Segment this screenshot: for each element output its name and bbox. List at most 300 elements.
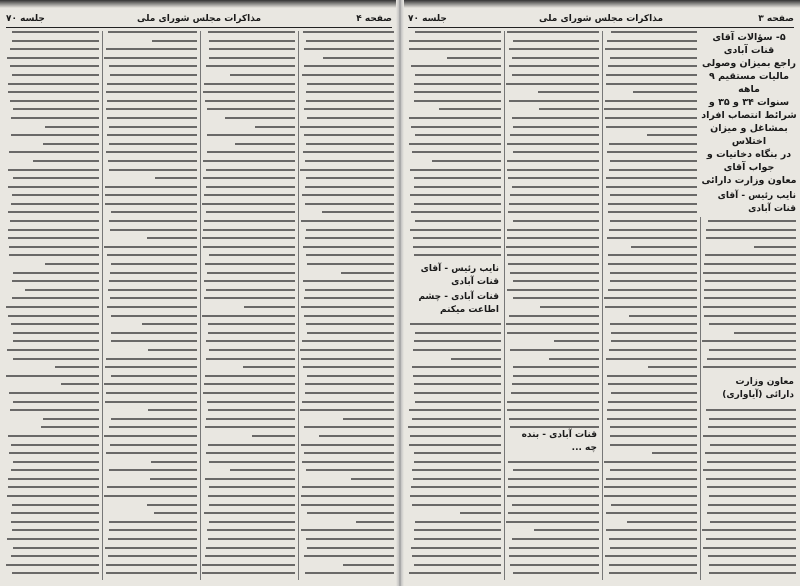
text-line xyxy=(206,547,295,549)
text-line xyxy=(230,469,295,471)
text-line xyxy=(506,246,599,248)
text-line xyxy=(209,349,295,351)
text-line xyxy=(207,151,295,153)
text-line xyxy=(9,392,99,394)
text-line xyxy=(607,409,697,411)
text-line xyxy=(6,375,99,377)
text-line xyxy=(104,435,197,437)
text-line xyxy=(412,418,501,420)
text-line xyxy=(12,40,99,42)
text-line xyxy=(507,237,599,239)
text-line xyxy=(754,246,796,248)
text-line xyxy=(508,478,599,480)
text-line xyxy=(513,366,599,368)
text-line xyxy=(301,495,394,497)
page-title: مذاکرات مجلس شورای ملی xyxy=(538,14,664,24)
text-line xyxy=(106,392,197,394)
text-line xyxy=(111,315,197,317)
text-line xyxy=(303,246,394,248)
text-line xyxy=(208,538,295,540)
text-line xyxy=(204,280,295,282)
text-line xyxy=(202,315,295,317)
text-line xyxy=(415,401,501,403)
text-line xyxy=(108,538,197,540)
text-line xyxy=(10,409,99,411)
text-line xyxy=(305,289,394,291)
text-line xyxy=(606,186,697,188)
text-line xyxy=(8,91,99,93)
text-line xyxy=(413,237,501,239)
text-line xyxy=(109,169,197,171)
text-line xyxy=(209,40,295,42)
page-number: صفحه ۳ xyxy=(758,14,794,24)
text-column xyxy=(6,31,99,580)
text-line xyxy=(611,340,697,342)
text-line xyxy=(11,521,99,523)
text-line xyxy=(304,134,394,136)
text-line xyxy=(411,211,501,213)
text-line xyxy=(604,495,697,497)
text-line xyxy=(107,100,197,102)
text-line xyxy=(303,151,394,153)
text-line xyxy=(204,383,295,385)
text-line xyxy=(610,547,697,549)
text-line xyxy=(306,143,394,145)
text-line xyxy=(439,108,501,110)
text-line xyxy=(302,461,394,463)
text-line xyxy=(255,126,295,128)
text-line xyxy=(705,452,796,454)
section-heading-stack xyxy=(702,375,796,403)
right-page xyxy=(402,0,800,586)
text-line xyxy=(411,547,501,549)
text-line xyxy=(708,504,796,506)
text-line xyxy=(6,306,99,308)
text-line xyxy=(7,538,99,540)
text-line xyxy=(106,358,197,360)
text-line xyxy=(306,469,394,471)
text-line xyxy=(706,409,797,411)
text-line xyxy=(509,48,599,50)
column-divider xyxy=(298,31,299,580)
text-line xyxy=(12,74,99,76)
text-line xyxy=(702,340,796,342)
text-line xyxy=(203,177,295,179)
text-line xyxy=(209,486,295,488)
text-line xyxy=(12,572,99,574)
text-line xyxy=(606,358,697,360)
text-line xyxy=(307,547,394,549)
text-line xyxy=(414,91,501,93)
text-line xyxy=(111,418,197,420)
text-line xyxy=(506,521,599,523)
text-line xyxy=(207,401,296,403)
text-line xyxy=(204,83,295,85)
text-line xyxy=(604,108,697,110)
text-line xyxy=(13,340,99,342)
text-line xyxy=(307,117,394,119)
speaker-stack xyxy=(506,428,599,456)
text-line xyxy=(608,211,697,213)
text-line xyxy=(343,418,394,420)
text-line xyxy=(207,134,295,136)
text-line xyxy=(208,444,295,446)
text-line xyxy=(110,74,197,76)
text-line xyxy=(206,340,295,342)
text-line xyxy=(509,203,599,205)
text-line xyxy=(107,254,197,256)
text-line xyxy=(507,31,599,33)
text-line xyxy=(111,332,197,334)
text-line xyxy=(608,289,697,291)
column-divider xyxy=(200,31,201,580)
text-line xyxy=(305,160,394,162)
text-line xyxy=(61,383,99,385)
text-line xyxy=(703,366,796,368)
text-line xyxy=(107,306,197,308)
text-line xyxy=(208,31,295,33)
text-line xyxy=(704,289,796,291)
column-divider xyxy=(504,31,505,580)
text-line xyxy=(609,229,697,231)
text-line xyxy=(703,272,796,274)
text-line xyxy=(305,237,395,239)
page-title: مذاکرات مجلس شورای ملی xyxy=(136,14,262,24)
text-line xyxy=(152,40,197,42)
left-page xyxy=(0,0,398,586)
text-line xyxy=(300,169,394,171)
text-line xyxy=(105,194,197,196)
text-line xyxy=(206,186,295,188)
text-line xyxy=(209,504,295,506)
text-line xyxy=(710,444,797,446)
text-line xyxy=(205,263,295,265)
text-line xyxy=(415,134,501,136)
text-line xyxy=(513,297,599,299)
text-line xyxy=(432,160,501,162)
text-line xyxy=(413,478,501,480)
text-line xyxy=(154,512,197,514)
text-line xyxy=(204,220,295,222)
text-line xyxy=(106,108,197,110)
text-line xyxy=(627,521,697,523)
text-line xyxy=(509,418,599,420)
text-line xyxy=(8,211,99,213)
text-line xyxy=(9,452,100,454)
text-line xyxy=(109,143,197,145)
text-line xyxy=(304,48,394,50)
text-line xyxy=(605,117,697,119)
text-line xyxy=(507,160,599,162)
text-line xyxy=(608,254,697,256)
text-line xyxy=(413,246,501,248)
headline-line: سنوات ۳۴ و ۳۵ و xyxy=(708,97,790,108)
text-line xyxy=(604,297,697,299)
text-line xyxy=(605,48,697,50)
text-line xyxy=(306,323,394,325)
text-line xyxy=(111,263,197,265)
text-line xyxy=(709,495,796,497)
text-line xyxy=(208,495,295,497)
text-line xyxy=(305,572,394,574)
text-line xyxy=(7,495,99,497)
text-line xyxy=(10,220,99,222)
text-line xyxy=(608,203,697,205)
text-line xyxy=(509,315,599,317)
text-line xyxy=(513,280,599,282)
text-line xyxy=(303,366,394,368)
text-line xyxy=(508,263,599,265)
text-line xyxy=(610,323,697,325)
text-line xyxy=(510,349,599,351)
text-line xyxy=(12,504,99,506)
text-line xyxy=(707,358,796,360)
text-line xyxy=(607,40,697,42)
text-line xyxy=(11,555,99,557)
text-line xyxy=(609,143,697,145)
text-line xyxy=(306,538,394,540)
text-line xyxy=(304,555,394,557)
text-line xyxy=(12,194,99,196)
text-line xyxy=(9,151,99,153)
text-line xyxy=(108,31,197,33)
text-line xyxy=(45,126,99,128)
text-line xyxy=(411,486,501,488)
text-line xyxy=(703,547,796,549)
text-line xyxy=(11,323,100,325)
text-line xyxy=(508,177,599,179)
text-line xyxy=(415,74,501,76)
text-line xyxy=(209,57,295,59)
text-line xyxy=(509,100,599,102)
text-line xyxy=(208,332,295,334)
text-line xyxy=(252,435,295,437)
text-line xyxy=(510,564,599,566)
text-line xyxy=(409,444,501,446)
text-line xyxy=(703,306,796,308)
text-line xyxy=(506,323,599,325)
text-line xyxy=(507,143,599,145)
text-line xyxy=(606,83,697,85)
text-line xyxy=(106,452,197,454)
text-line xyxy=(507,254,599,256)
text-line xyxy=(306,40,394,42)
column-divider xyxy=(602,31,603,580)
text-line xyxy=(109,521,197,523)
text-line xyxy=(409,409,501,411)
text-line xyxy=(507,495,599,497)
text-line xyxy=(608,263,697,265)
text-line xyxy=(513,40,599,42)
text-line xyxy=(607,151,697,153)
text-line xyxy=(356,521,394,523)
text-line xyxy=(205,478,295,480)
text-line xyxy=(8,229,99,231)
text-line xyxy=(512,383,599,385)
text-line xyxy=(109,65,197,67)
text-line xyxy=(8,486,99,488)
text-line xyxy=(412,555,501,557)
text-line xyxy=(609,169,697,171)
headline-line: بمشاغل و میزان اختلاس xyxy=(710,123,788,147)
text-line xyxy=(8,478,99,480)
text-line xyxy=(451,358,501,360)
text-line xyxy=(41,426,99,428)
text-line xyxy=(604,486,697,488)
text-line xyxy=(410,495,501,497)
text-line xyxy=(13,272,99,274)
text-line xyxy=(513,469,599,471)
text-line xyxy=(512,504,600,506)
text-line xyxy=(203,91,295,93)
text-line xyxy=(507,401,599,403)
text-line xyxy=(151,461,197,463)
text-line xyxy=(155,177,197,179)
text-line xyxy=(540,306,599,308)
text-line xyxy=(204,194,295,196)
text-line xyxy=(409,572,501,574)
text-line xyxy=(105,186,197,188)
text-line xyxy=(351,478,394,480)
text-line xyxy=(206,418,295,420)
column-divider xyxy=(102,31,103,580)
text-line xyxy=(610,444,697,446)
text-line xyxy=(609,538,697,540)
text-line xyxy=(108,160,197,162)
text-line xyxy=(343,564,394,566)
text-line xyxy=(414,538,501,540)
text-line xyxy=(410,229,501,231)
text-line xyxy=(610,194,697,196)
text-line xyxy=(608,383,697,385)
text-line xyxy=(43,143,99,145)
text-line xyxy=(302,74,394,76)
headline-line: معاون وزارت دارائی xyxy=(701,175,797,186)
text-line xyxy=(304,452,394,454)
text-line xyxy=(304,65,394,67)
text-line xyxy=(303,31,394,33)
text-line xyxy=(306,100,394,102)
text-line xyxy=(106,48,197,50)
text-line xyxy=(13,332,99,334)
text-line xyxy=(208,323,295,325)
text-line xyxy=(45,263,99,265)
text-line xyxy=(206,289,295,291)
text-line xyxy=(13,358,99,360)
text-line xyxy=(8,169,99,171)
text-line xyxy=(13,461,99,463)
text-line xyxy=(304,297,394,299)
text-line xyxy=(302,340,394,342)
text-line xyxy=(304,426,394,428)
text-line xyxy=(509,547,599,549)
text-line xyxy=(707,512,796,514)
text-line xyxy=(410,194,501,196)
text-line xyxy=(13,177,99,179)
text-line xyxy=(706,237,796,239)
text-line xyxy=(412,151,501,153)
text-line xyxy=(610,280,697,282)
headline-line: در بنگاه دخانیات و جواب آقای xyxy=(706,149,792,173)
text-line xyxy=(610,469,697,471)
text-line xyxy=(109,280,197,282)
text-line xyxy=(608,401,697,403)
section-heading: معاون وزارت دارائی (آیاواری) xyxy=(702,375,796,403)
text-line xyxy=(414,564,501,566)
text-line xyxy=(539,108,599,110)
text-line xyxy=(307,375,394,377)
text-line xyxy=(110,444,197,446)
text-line xyxy=(512,57,599,59)
text-line xyxy=(105,203,197,205)
text-line xyxy=(605,306,697,308)
text-line xyxy=(414,254,501,256)
text-line xyxy=(105,401,197,403)
text-line xyxy=(607,237,697,239)
text-line xyxy=(414,452,501,454)
text-line xyxy=(305,203,394,205)
text-line xyxy=(105,366,197,368)
text-line xyxy=(413,375,501,377)
headline-line: راجع بمیزان وصولی xyxy=(702,58,796,69)
text-line xyxy=(111,211,197,213)
text-line xyxy=(10,65,99,67)
text-line xyxy=(203,160,295,162)
text-line xyxy=(710,521,797,523)
text-line xyxy=(205,375,295,377)
text-line xyxy=(206,65,295,67)
text-line xyxy=(322,211,394,213)
text-line xyxy=(13,401,99,403)
text-line xyxy=(111,375,197,377)
text-line xyxy=(25,289,99,291)
text-line xyxy=(203,392,295,394)
text-line xyxy=(106,572,197,574)
text-line xyxy=(605,555,697,557)
text-line xyxy=(412,366,501,368)
text-line xyxy=(631,246,697,248)
text-line xyxy=(12,31,99,33)
text-line xyxy=(512,186,599,188)
text-line xyxy=(104,495,197,497)
text-line xyxy=(106,564,197,566)
text-line xyxy=(107,117,197,119)
text-line xyxy=(235,143,295,145)
text-line xyxy=(206,211,295,213)
text-line xyxy=(7,349,99,351)
text-line xyxy=(304,108,394,110)
text-line xyxy=(8,83,99,85)
text-line xyxy=(734,332,796,334)
text-line xyxy=(414,83,501,85)
text-line xyxy=(10,48,99,50)
text-line xyxy=(303,280,394,282)
text-line xyxy=(148,349,197,351)
text-line xyxy=(107,134,197,136)
text-line xyxy=(305,383,394,385)
page-header xyxy=(6,14,392,26)
text-line xyxy=(513,572,599,574)
text-line xyxy=(414,186,502,188)
text-line xyxy=(506,83,599,85)
text-line xyxy=(513,126,599,128)
text-line xyxy=(409,117,501,119)
header-rule xyxy=(6,27,392,28)
text-line xyxy=(12,529,99,531)
text-line xyxy=(414,529,501,531)
text-line xyxy=(415,521,501,523)
text-line xyxy=(513,151,599,153)
